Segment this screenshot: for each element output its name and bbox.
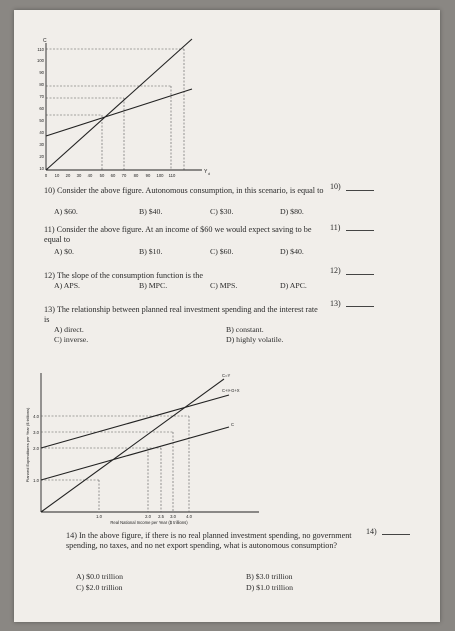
x-tick: 40: [87, 173, 93, 178]
option-13c: C) inverse.: [54, 335, 89, 344]
question-14-number: 14): [366, 527, 377, 536]
label-c: C: [231, 422, 235, 427]
option-13a: A) direct.: [54, 325, 84, 334]
y-tick: 60: [39, 106, 44, 111]
label-c-i-g-x: C+I+G+X: [222, 388, 240, 393]
x-tick: 3.0: [170, 514, 176, 519]
consumption-line: [46, 89, 192, 136]
option-11c: C) $60.: [210, 247, 234, 256]
question-10-text: 10) Consider the above figure. Autonomous consumption, in this scenario, is equal to: [44, 186, 324, 195]
question-14-text: 14) In the above figure, if there is no real planned investment spending, no government spending, no taxes, and no net export spending, what is autonomous consumption?: [66, 531, 352, 550]
worksheet-page: [14, 10, 440, 622]
question-12-number: 12): [330, 266, 341, 275]
y-tick: 80: [39, 82, 44, 87]
option-11d: D) $40.: [280, 247, 304, 256]
option-14d: D) $1.0 trillion: [246, 583, 293, 592]
option-12d: D) APC.: [280, 281, 307, 290]
question-11-number: 11): [330, 223, 341, 232]
x-tick: 80: [133, 173, 139, 178]
x-tick: 4.0: [186, 514, 192, 519]
x-tick: 1.0: [96, 514, 102, 519]
answer-blank-10[interactable]: [346, 190, 374, 191]
x-axis-label: Real National Income per Year ($ trillions): [110, 520, 188, 525]
label-c-equals-y: C=Y: [222, 373, 231, 378]
answer-blank-12[interactable]: [346, 274, 374, 275]
question-11-text: 11) Consider the above figure. At an income of $60 we would expect saving to be equal to: [44, 225, 312, 244]
y-tick: 110: [37, 47, 44, 52]
aggregate-expenditure-graph: [19, 365, 279, 525]
option-12b: B) MPC.: [139, 281, 168, 290]
question-13-number: 13): [330, 299, 341, 308]
c-equals-y-line: [41, 379, 224, 512]
x-tick: 2.0: [145, 514, 151, 519]
consumption-function-graph: [24, 35, 214, 187]
y-tick: 4.0: [33, 414, 39, 419]
answer-blank-11[interactable]: [346, 230, 374, 231]
x-tick: 30: [76, 173, 82, 178]
option-14a: A) $0.0 trillion: [76, 572, 123, 581]
45-degree-line: [46, 39, 192, 170]
option-10c: C) $30.: [210, 207, 234, 216]
y-tick: 70: [39, 94, 44, 99]
y-tick: 50: [39, 118, 44, 123]
y-tick: 90: [39, 70, 44, 75]
question-10-number: 10): [330, 182, 341, 191]
option-10a: A) $60.: [54, 207, 78, 216]
option-11a: A) $0.: [54, 247, 74, 256]
c-i-g-x-line: [41, 395, 229, 448]
c-line: [41, 427, 229, 480]
y-axis-label: C: [43, 38, 47, 44]
option-11b: B) $10.: [139, 247, 163, 256]
option-10d: D) $80.: [280, 207, 304, 216]
x-axis-label: Y: [204, 169, 208, 175]
x-tick: 70: [121, 173, 127, 178]
x-axis-label-sub: d: [208, 172, 210, 176]
x-tick: 110: [168, 173, 176, 178]
x-tick: 20: [65, 173, 71, 178]
question-12-text: 12) The slope of the consumption function is the: [44, 271, 204, 280]
y-axis-label: Planned Expenditures per Year ($ trillions): [25, 407, 30, 483]
y-tick: 1.0: [33, 478, 39, 483]
x-tick: 50: [99, 173, 105, 178]
option-12c: C) MPS.: [210, 281, 238, 290]
option-14b: B) $3.0 trillion: [246, 572, 293, 581]
y-tick: 30: [39, 142, 44, 147]
option-13b: B) constant.: [226, 325, 264, 334]
answer-blank-14[interactable]: [382, 534, 410, 535]
y-tick: 3.0: [33, 430, 39, 435]
y-tick: 10: [39, 166, 44, 171]
option-13d: D) highly volatile.: [226, 335, 284, 344]
question-13-text: 13) The relationship between planned real investment spending and the interest rate is: [44, 305, 318, 324]
y-tick: 100: [37, 58, 44, 63]
x-tick: 2.5: [158, 514, 164, 519]
x-tick: 100: [156, 173, 164, 178]
x-tick: 60: [110, 173, 116, 178]
y-tick: 2.0: [33, 446, 39, 451]
x-tick: 90: [145, 173, 151, 178]
option-10b: B) $40.: [139, 207, 163, 216]
x-tick: 0: [44, 173, 48, 178]
option-12a: A) APS.: [54, 281, 80, 290]
option-14c: C) $2.0 trillion: [76, 583, 123, 592]
x-tick: 10: [54, 173, 60, 178]
y-tick: 20: [39, 154, 44, 159]
y-tick: 40: [39, 130, 44, 135]
answer-blank-13[interactable]: [346, 306, 374, 307]
